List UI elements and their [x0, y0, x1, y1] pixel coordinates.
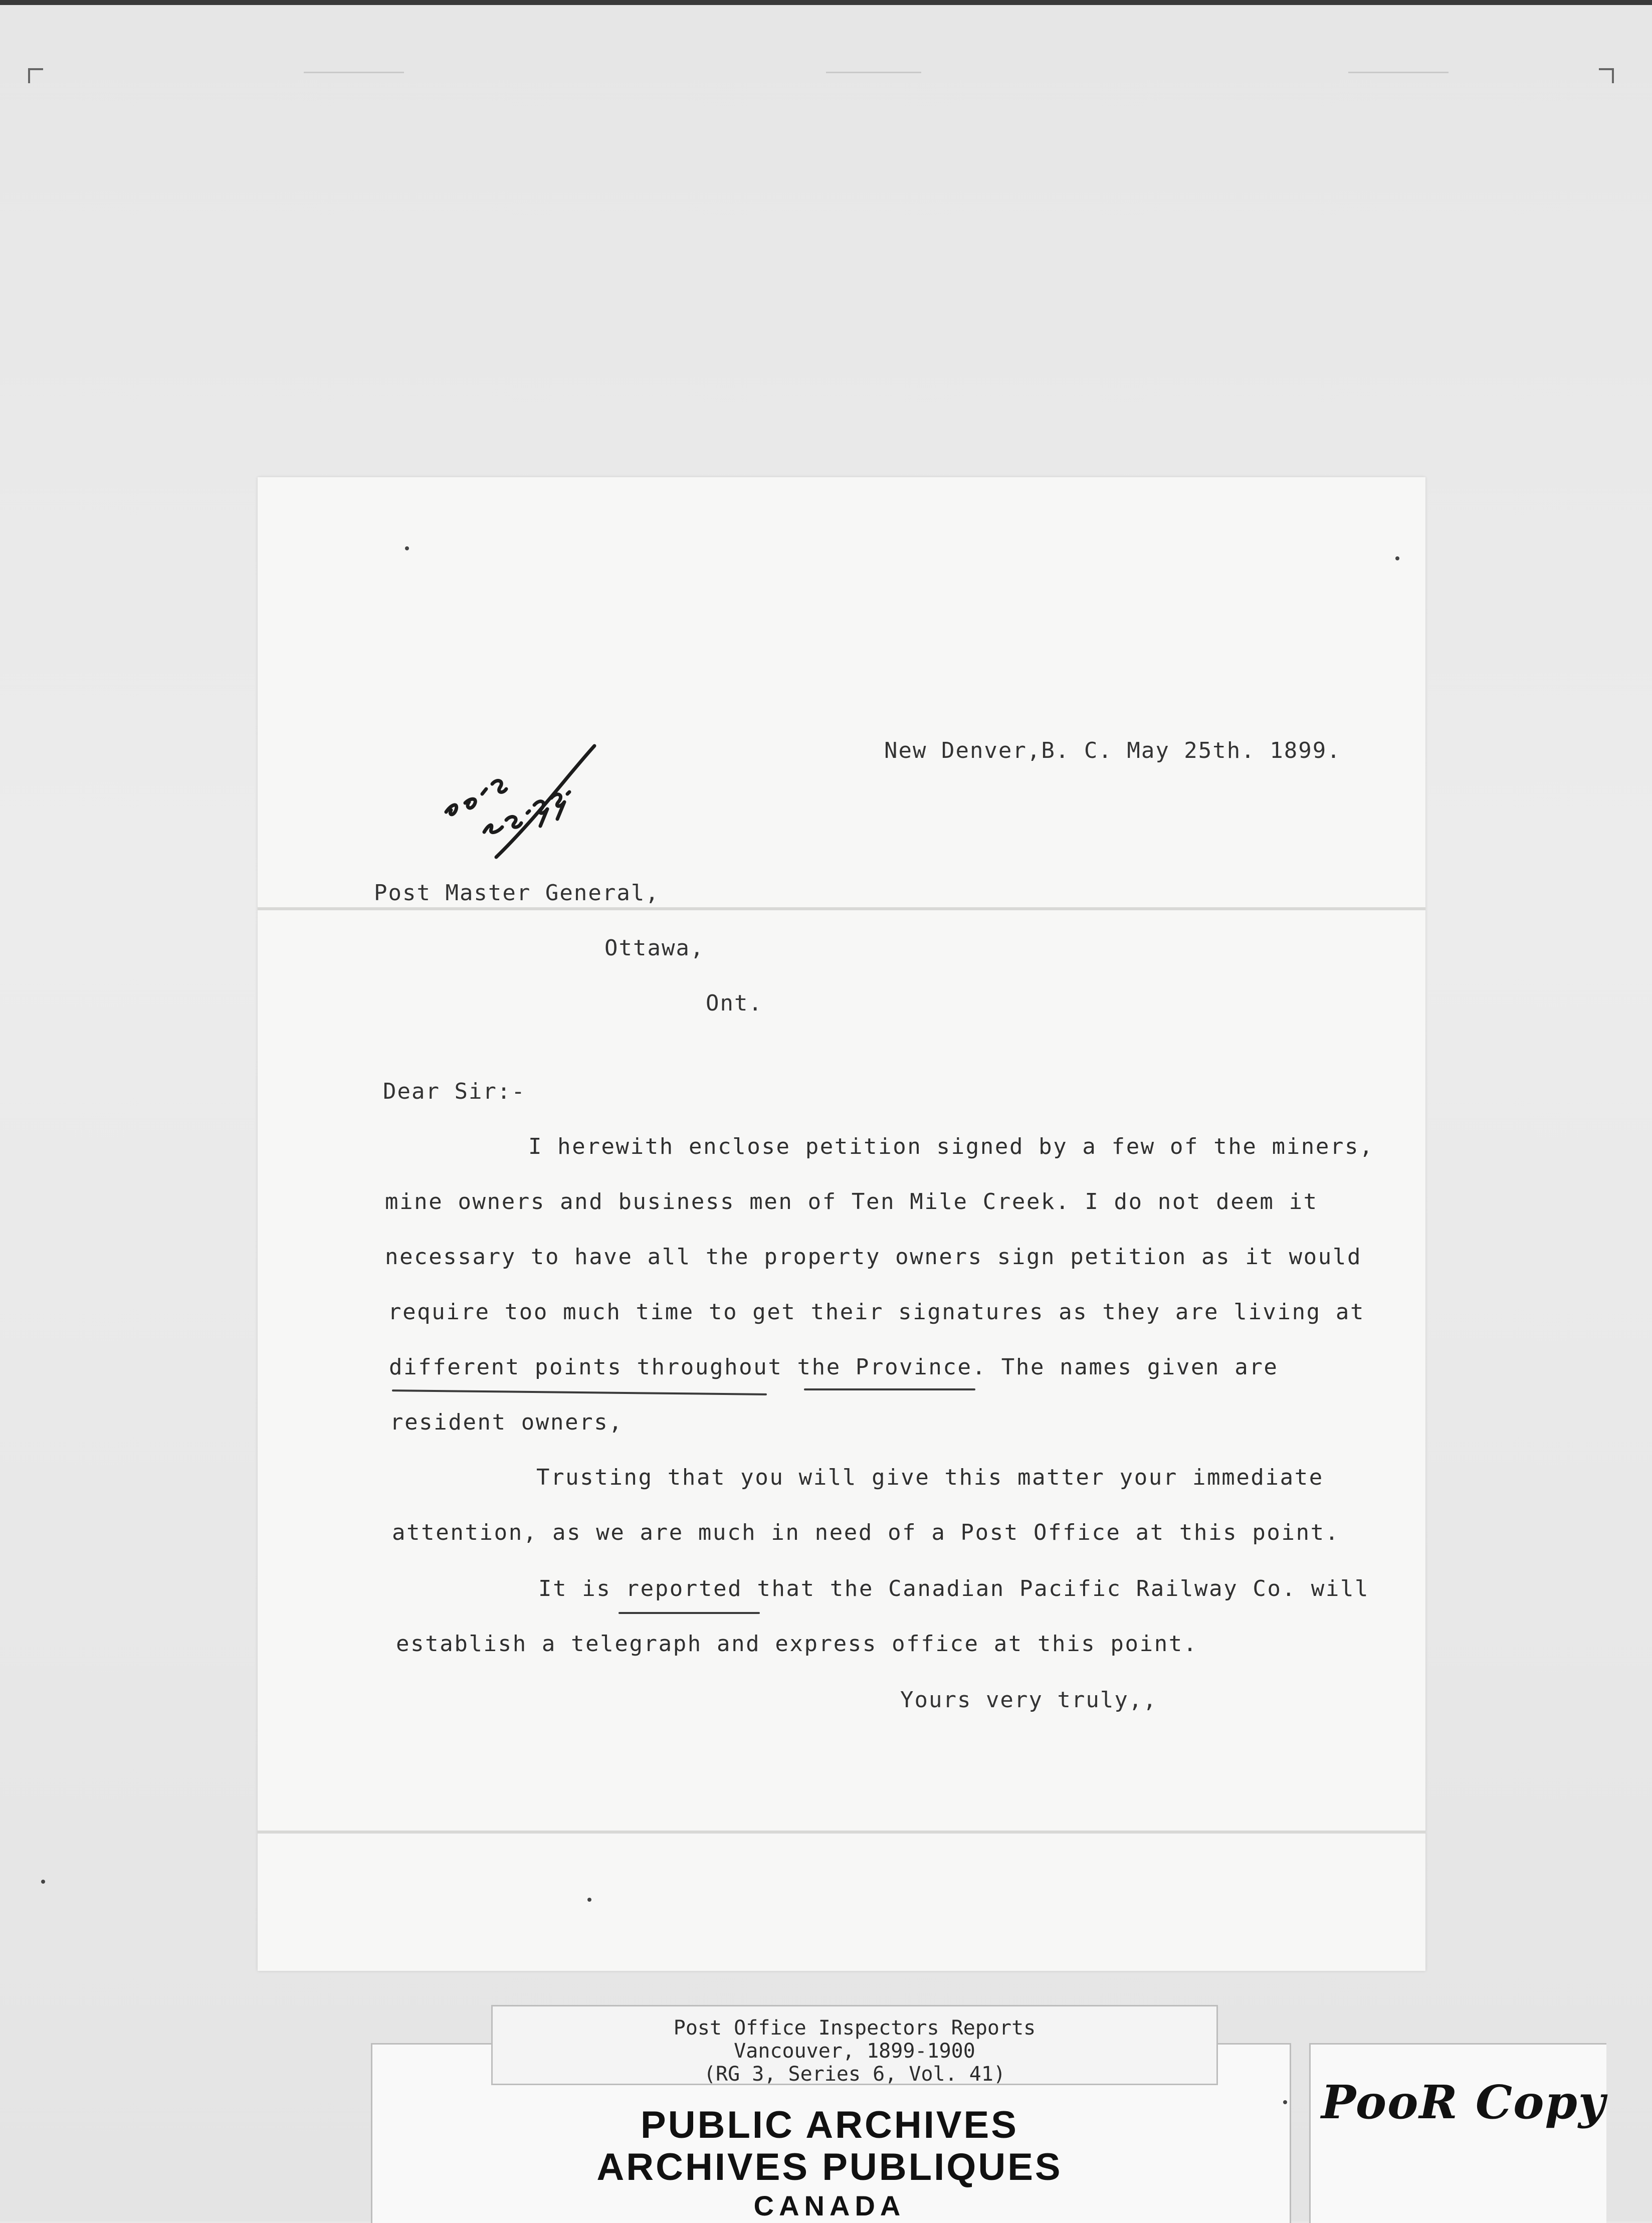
- speck: [1395, 556, 1399, 560]
- speck: [405, 546, 409, 550]
- film-top-edge: [0, 0, 1652, 5]
- addressee-line: Ottawa,: [604, 935, 705, 961]
- frame-rule: [826, 72, 921, 73]
- body-line: It is reported that the Canadian Pacific Railway Co. will: [538, 1576, 1370, 1601]
- stamp-line-french: ARCHIVES PUBLIQUES: [596, 2146, 1063, 2188]
- handwritten-underline: [804, 1388, 975, 1390]
- body-line: mine owners and business men of Ten Mile Creek. I do not deem it: [385, 1189, 1318, 1215]
- addressee-line: Post Master General,: [374, 880, 660, 906]
- body-line: necessary to have all the property owners sign petition as it would: [385, 1244, 1362, 1270]
- frame-rule: [304, 72, 404, 73]
- body-line: require too much time to get their signatures as they are living at: [388, 1299, 1365, 1325]
- closing: Yours very truly,,: [900, 1687, 1157, 1713]
- body-line: resident owners,: [390, 1409, 624, 1435]
- body-line: attention, as we are much in need of a Post Office at this point.: [392, 1520, 1340, 1545]
- body-line: different points throughout the Province. The names given are: [389, 1354, 1279, 1380]
- frame-rule: [1348, 72, 1449, 73]
- archive-label-title: Post Office Inspectors Reports: [673, 2016, 1036, 2040]
- stamp-dot: [1283, 2100, 1287, 2104]
- place-and-date: New Denver,B. C. May 25th. 1899.: [884, 738, 1341, 763]
- archive-label-place: Vancouver, 1899-1900: [734, 2040, 975, 2063]
- letter-sheet: [258, 477, 1425, 1971]
- body-line: establish a telegraph and express office at this point.: [396, 1631, 1198, 1657]
- poor-copy-panel: [1309, 2043, 1606, 2223]
- handwritten-file-note: [436, 687, 677, 867]
- speck: [587, 1898, 591, 1902]
- paper-fold: [258, 907, 1425, 910]
- handwritten-underline: [392, 1389, 767, 1395]
- stamp-line-country: CANADA: [753, 2190, 906, 2221]
- body-line: I herewith enclose petition signed by a few of the miners,: [528, 1134, 1374, 1159]
- body-line: Trusting that you will give this matter your immediate: [536, 1465, 1324, 1490]
- speck: [41, 1880, 45, 1884]
- addressee-line: Ont.: [706, 990, 763, 1016]
- handwritten-underline: [618, 1612, 760, 1614]
- archive-label-reference: (RG 3, Series 6, Vol. 41): [703, 2063, 1006, 2086]
- poor-copy-stamp: PooR Copy: [1321, 2075, 1606, 2129]
- crop-mark-top-left: [28, 68, 43, 83]
- paper-fold: [258, 1831, 1425, 1834]
- archive-reference-label: [491, 2005, 1218, 2085]
- stamp-line-english: PUBLIC ARCHIVES: [641, 2104, 1018, 2146]
- salutation: Dear Sir:-: [383, 1079, 526, 1104]
- crop-mark-top-right: [1599, 68, 1614, 83]
